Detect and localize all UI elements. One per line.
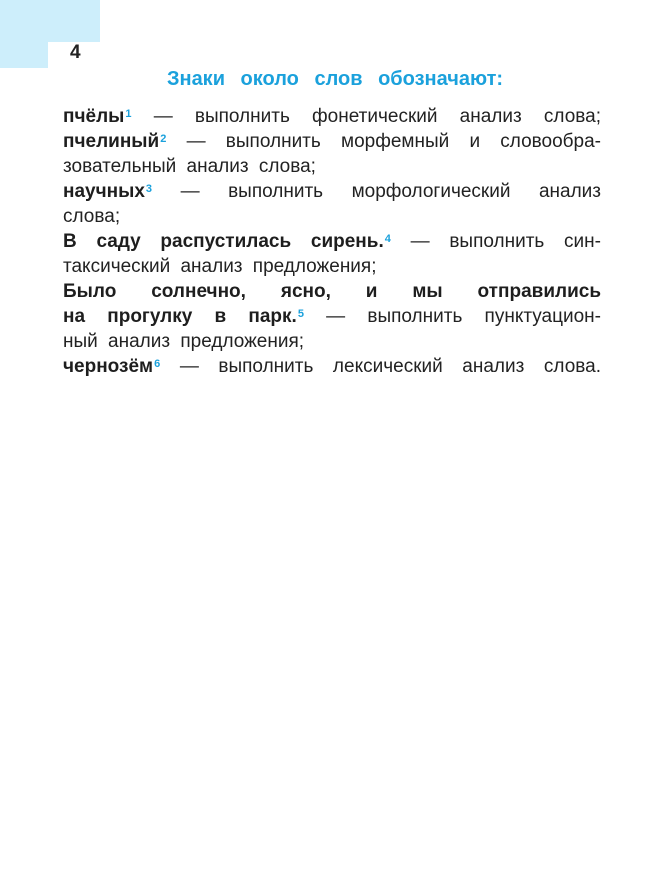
- mark-number: 6: [154, 358, 161, 370]
- entry-4: [63, 229, 601, 254]
- mark-number: 3: [145, 183, 153, 195]
- entry-2-cont: зовательный анализ слова;: [63, 156, 316, 177]
- entry-2: [63, 129, 601, 154]
- mark-number: 5: [297, 308, 304, 320]
- entry-5-cont: ный анализ предложения;: [63, 331, 305, 352]
- entry-4-cont: таксический анализ предложения;: [63, 256, 377, 277]
- term: научных: [63, 181, 145, 202]
- term: на прогулку в парк.: [63, 306, 297, 327]
- entry-1: [63, 104, 601, 129]
- entry-5: [63, 279, 601, 304]
- description: — выполнить син-: [410, 231, 601, 252]
- term: В саду распустилась сирень.: [63, 231, 384, 252]
- page-corner-decoration-lower: [0, 42, 48, 68]
- description: — выполнить фонетический анализ слова;: [153, 106, 601, 127]
- mark-number: 1: [125, 108, 132, 120]
- description: — выполнить морфемный и словообра-: [186, 131, 601, 152]
- entry-3-cont: слова;: [63, 206, 121, 227]
- section-title: Знаки около слов обозначают:: [166, 68, 504, 90]
- entry-5-line-2: [63, 304, 601, 329]
- entry-3: [63, 179, 601, 204]
- term: чернозём: [63, 356, 154, 377]
- term: пчёлы: [63, 106, 125, 127]
- term-line-1: Было солнечно, ясно, и мы отправились: [63, 281, 601, 302]
- mark-number: 4: [384, 233, 391, 245]
- term: пчелиный: [63, 131, 160, 152]
- page-corner-decoration: [0, 0, 100, 42]
- mark-number: 2: [160, 133, 167, 145]
- page-number: 4: [70, 42, 81, 63]
- description: — выполнить пунктуацион-: [326, 306, 601, 327]
- description: — выполнить морфологический анализ: [180, 181, 601, 202]
- description: — выполнить лексический анализ слова.: [179, 356, 601, 377]
- entry-6: [63, 354, 601, 379]
- legend-list: [63, 104, 601, 379]
